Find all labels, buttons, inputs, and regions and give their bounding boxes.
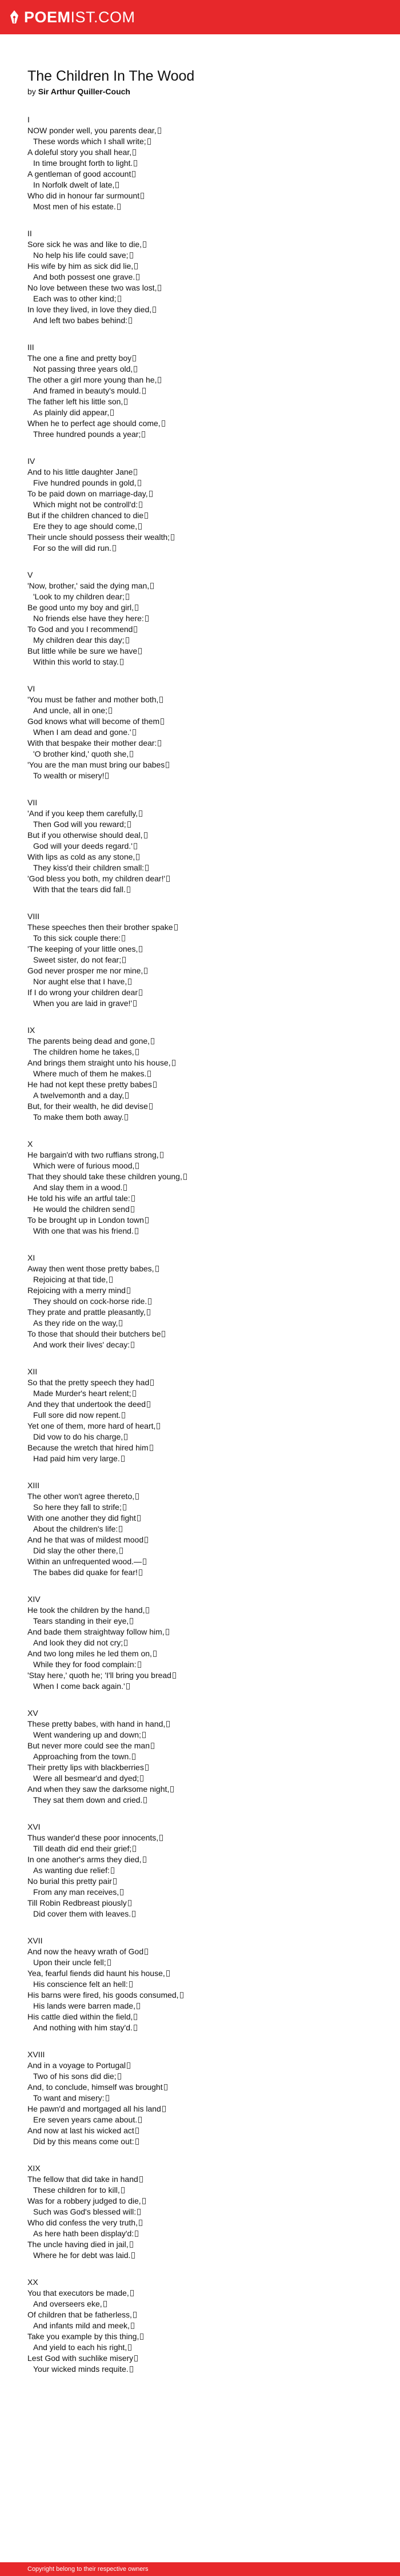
poem-line: 'O brother kind,' quoth she,	[27, 749, 382, 760]
poem-line: When I am dead and gone.'	[27, 727, 382, 738]
poem-line: Approaching from the town.	[27, 1751, 382, 1762]
author-link[interactable]: Sir Arthur Quiller-Couch	[38, 87, 130, 96]
copyright-notice: Copyright belong to their respective owners	[27, 2566, 149, 2573]
logo-text-rest: IST.COM	[70, 9, 135, 26]
poem-line: And yield to each his right,	[27, 2342, 382, 2353]
poem-line: Thus wander'd these poor innocents,	[27, 1832, 382, 1843]
poem-line: Did by this means come out:	[27, 2136, 382, 2147]
poem-line: These children for to kill,	[27, 2185, 382, 2196]
poem-line: Ere seven years came about.	[27, 2114, 382, 2125]
stanza-number: XVI	[27, 1822, 41, 1831]
stanza-number: XII	[27, 1367, 38, 1376]
poem-line: Their pretty lips with blackberries	[27, 1762, 382, 1773]
poem-line: Be good unto my boy and girl,	[27, 602, 382, 613]
poem-line: In Norfolk dwelt of late,	[27, 180, 382, 190]
poem-line: God never prosper me nor mine,	[27, 965, 382, 976]
poem-line: With one another they did fight	[27, 1513, 382, 1524]
stanza	[27, 342, 382, 440]
poem-line: Made Murder's heart relent;	[27, 1388, 382, 1399]
poem-line: The fellow that did take in hand	[27, 2174, 382, 2185]
poem-line: For so the will did run.	[27, 543, 382, 554]
poem-line: And, to conclude, himself was brought	[27, 2082, 382, 2093]
poem-line: To those that should their butchers be	[27, 1329, 382, 1339]
poem-line: Five hundred pounds in gold,	[27, 478, 382, 488]
poem-line: He pawn'd and mortgaged all his land	[27, 2104, 382, 2114]
stanza	[27, 570, 382, 667]
poem-line: No help his life could save;	[27, 250, 382, 261]
poem-line: They sat them down and cried.	[27, 1795, 382, 1806]
poem-line: 'You must be father and mother both,	[27, 694, 382, 705]
stanza-number: XVII	[27, 1936, 43, 1945]
poem-line: With that the tears did fall.	[27, 884, 382, 895]
poem-line: And now the heavy wrath of God	[27, 1946, 382, 1957]
poem-line: Went wandering up and down;	[27, 1730, 382, 1740]
poem-line: When he to perfect age should come,	[27, 418, 382, 429]
poem-line: They should on cock-horse ride.	[27, 1296, 382, 1307]
poem-line: Not passing three years old,	[27, 364, 382, 375]
poem-line: And bade them straightway follow him,	[27, 1627, 382, 1637]
poem-line: And he that was of mildest mood	[27, 1535, 382, 1545]
poem-line: These speeches then their brother spake	[27, 922, 382, 933]
poem-line: But, for their wealth, he did devise	[27, 1101, 382, 1112]
logo-text	[24, 9, 135, 26]
stanza	[27, 456, 382, 554]
poem-line: Till Robin Redbreast piously	[27, 1898, 382, 1909]
poem-line: Away then went those pretty babes,	[27, 1263, 382, 1274]
stanza	[27, 1139, 382, 1237]
poem-line: As wanting due relief:	[27, 1865, 382, 1876]
poem-line: NOW ponder well, you parents dear,	[27, 125, 382, 136]
poem-line: And now at last his wicked act	[27, 2125, 382, 2136]
stanza	[27, 228, 382, 326]
poem-line: God will your deeds regard.'	[27, 841, 382, 852]
poem-line: Of children that be fatherless,	[27, 2309, 382, 2320]
stanza	[27, 911, 382, 1009]
poem-line: The other won't agree thereto,	[27, 1491, 382, 1502]
poem-line: Take you example by this thing,	[27, 2331, 382, 2342]
poem-line: With lips as cold as any stone,	[27, 852, 382, 862]
poem-line: Did vow to do his charge,	[27, 1432, 382, 1442]
stanza-number: VI	[27, 684, 35, 693]
poem-line: Sweet sister, do not fear;	[27, 955, 382, 965]
poem-line: And infants mild and meek,	[27, 2320, 382, 2331]
poem-title: The Children In The Wood	[27, 68, 195, 84]
stanza-number: XX	[27, 2277, 38, 2287]
poem-line: 'God bless you both, my children dear!'	[27, 873, 382, 884]
poem-line: The children home he takes,	[27, 1047, 382, 1058]
poem-line: Rejoicing at that tide,	[27, 1274, 382, 1285]
poem-line: And both possest one grave.	[27, 272, 382, 283]
poem-line: That they should take these children young,	[27, 1171, 382, 1182]
poem-line: With that bespake their mother dear:	[27, 738, 382, 749]
stanza	[27, 1594, 382, 1692]
poem-line: Where much of them he makes.	[27, 1068, 382, 1079]
stanza-number: I	[27, 115, 30, 124]
stanza-number: V	[27, 570, 33, 579]
poem-line: And nothing with him stay'd.	[27, 2022, 382, 2033]
stanza-number: XIX	[27, 2164, 41, 2173]
poem-line: As plainly did appear,	[27, 407, 382, 418]
poem-line: Each was to other kind;	[27, 293, 382, 304]
stanza	[27, 1253, 382, 1350]
poem-line: He told his wife an artful tale:	[27, 1193, 382, 1204]
stanza-number: XIV	[27, 1595, 41, 1604]
poem-line: Were all besmear'd and dyed;	[27, 1773, 382, 1784]
stanza-number: II	[27, 229, 32, 238]
poem-line: The babes did quake for fear!	[27, 1567, 382, 1578]
poem-line: Which might not be controll'd:	[27, 499, 382, 510]
poem-line: And look they did not cry;	[27, 1637, 382, 1648]
poem-line: Who did in honour far surmount	[27, 190, 382, 201]
poem-line: No friends else have they here:	[27, 613, 382, 624]
poem-line: These pretty babes, with hand in hand,	[27, 1719, 382, 1730]
poem-line: To want and misery:	[27, 2093, 382, 2104]
poem-line: No love between these two was lost,	[27, 283, 382, 293]
poem-line: But if the children chanced to die	[27, 510, 382, 521]
poem-line: Upon their uncle fell;	[27, 1957, 382, 1968]
poem-line: His lands were barren made,	[27, 2001, 382, 2011]
poem-line: As they ride on the way,	[27, 1318, 382, 1329]
poem-line: Two of his sons did die;	[27, 2071, 382, 2082]
poem-line: You that executors be made,	[27, 2288, 382, 2299]
poem-line: When you are laid in grave!'	[27, 998, 382, 1009]
poem-line: His barns were fired, his goods consumed,	[27, 1990, 382, 2001]
poem-line: And to his little daughter Jane	[27, 467, 382, 478]
poem-line: In time brought forth to light.	[27, 158, 382, 169]
poem-line: Tears standing in their eye,	[27, 1616, 382, 1627]
poem-content	[27, 67, 382, 2391]
stanza	[27, 1480, 382, 1578]
poem-line: Most men of his estate.	[27, 201, 382, 212]
stanza	[27, 1935, 382, 2033]
poem-line: Three hundred pounds a year;	[27, 429, 382, 440]
poem-line: 'And if you keep them carefully,	[27, 808, 382, 819]
poem-line: He had not kept these pretty babes	[27, 1079, 382, 1090]
stanza	[27, 1822, 382, 1919]
poem-line: Within an unfrequented wood.—	[27, 1556, 382, 1567]
poem-line: And when they saw the darksome night,	[27, 1784, 382, 1795]
stanza-number: X	[27, 1139, 33, 1148]
stanza-number: XVIII	[27, 2050, 45, 2059]
byline	[27, 86, 382, 97]
poem-line: Did cover them with leaves.	[27, 1909, 382, 1919]
poem-line: No burial this pretty pair	[27, 1876, 382, 1887]
poem-line: Within this world to stay.	[27, 657, 382, 667]
poem-line: His conscience felt an hell:	[27, 1979, 382, 1990]
poem-line: 'Stay here,' quoth he; 'I'll bring you bread	[27, 1670, 382, 1681]
stanza-number: XI	[27, 1253, 35, 1262]
poem-line: From any man receives,	[27, 1887, 382, 1898]
poem-line: Such was God's blessed will:	[27, 2207, 382, 2217]
poem-line: And slay them in a wood.	[27, 1182, 382, 1193]
poem-line: To God and you I recommend	[27, 624, 382, 635]
stanza	[27, 2277, 382, 2375]
poem-line: Then God will you reward;	[27, 819, 382, 830]
poem-line: Yet one of them, more hard of heart,	[27, 1421, 382, 1432]
poem-line: So that the pretty speech they had	[27, 1377, 382, 1388]
stanza-number: IX	[27, 1025, 35, 1035]
poem-line: In one another's arms they died,	[27, 1854, 382, 1865]
poem-line: And they that undertook the deed	[27, 1399, 382, 1410]
poem-line: But little while be sure we have	[27, 646, 382, 657]
poem-line: Who did confess the very truth,	[27, 2217, 382, 2228]
poem-line: His wife by him as sick did lie,	[27, 261, 382, 272]
poem-line: And brings them straight unto his house,	[27, 1058, 382, 1068]
poem-line: 'Now, brother,' said the dying man,	[27, 581, 382, 591]
poem-line: Where he for debt was laid.	[27, 2250, 382, 2261]
stanza	[27, 2163, 382, 2261]
poem-line: Full sore did now repent.	[27, 1410, 382, 1421]
poem-line: Which were of furious mood,	[27, 1160, 382, 1171]
poem-line: My children dear this day;	[27, 635, 382, 646]
poem-line: And framed in beauty's mould.	[27, 385, 382, 396]
poem-line: A twelvemonth and a day,	[27, 1090, 382, 1101]
poem-line: Rejoicing with a merry mind	[27, 1285, 382, 1296]
poem-line: And in a voyage to Portugal	[27, 2060, 382, 2071]
stanza-number: XV	[27, 1708, 38, 1718]
poem-line: Did slay the other there,	[27, 1545, 382, 1556]
poem-line: And left two babes behind:	[27, 315, 382, 326]
poem-line: And work their lives' decay:	[27, 1339, 382, 1350]
poem-line: The uncle having died in jail,	[27, 2239, 382, 2250]
poem-line: 'Look to my children dear;	[27, 591, 382, 602]
poem-line: Lest God with suchlike misery	[27, 2353, 382, 2364]
stanza-number: XIII	[27, 1481, 40, 1490]
poem-line: And overseers eke,	[27, 2299, 382, 2309]
poem-line: So here they fall to strife;	[27, 1502, 382, 1513]
logo-text-bold: POEM	[24, 9, 71, 26]
poem-line: If I do wrong your children dear	[27, 987, 382, 998]
poem-line: The father left his little son,	[27, 396, 382, 407]
poem-line: With one that was his friend.	[27, 1226, 382, 1237]
poemist-logo[interactable]	[9, 9, 135, 26]
byline-prefix: by	[27, 87, 36, 96]
poem-line: Your wicked minds requite.	[27, 2364, 382, 2375]
poem-line: Ere they to age should come,	[27, 521, 382, 532]
stanza	[27, 1025, 382, 1123]
poem-line: The one a fine and pretty boy	[27, 353, 382, 364]
stanza	[27, 2049, 382, 2147]
poem-line: To make them both away.	[27, 1112, 382, 1123]
stanza	[27, 797, 382, 895]
poem-line: In love they lived, in love they died,	[27, 304, 382, 315]
poem-line: He bargain'd with two ruffians strong,	[27, 1150, 382, 1160]
poem-line: His cattle died within the field,	[27, 2011, 382, 2022]
poem-line: Yea, fearful fiends did haunt his house,	[27, 1968, 382, 1979]
poem-line: To this sick couple there:	[27, 933, 382, 944]
stanza-number: IV	[27, 456, 35, 466]
stanza	[27, 683, 382, 781]
poem-line: When I come back again.'	[27, 1681, 382, 1692]
stanza-number: VIII	[27, 912, 40, 921]
poem-line: And two long miles he led them on,	[27, 1648, 382, 1659]
poem-line: A doleful story you shall hear,	[27, 147, 382, 158]
top-bar	[0, 0, 400, 34]
poem-body	[27, 114, 382, 2375]
poem-line: Till death did end their grief;	[27, 1843, 382, 1854]
poem-line: To wealth or misery!	[27, 770, 382, 781]
poem-line: To be brought up in London town	[27, 1215, 382, 1226]
poem-line: He took the children by the hand,	[27, 1605, 382, 1616]
stanza-number: VII	[27, 798, 38, 807]
poem-line: About the children's life:	[27, 1524, 382, 1535]
pen-nib-icon	[9, 10, 19, 26]
poem-line: The other a girl more young than he,	[27, 375, 382, 385]
poem-line: Was for a robbery judged to die,	[27, 2196, 382, 2207]
poem-line: To be paid down on marriage-day,	[27, 488, 382, 499]
poem-line: They prate and prattle pleasantly,	[27, 1307, 382, 1318]
stanza-number: III	[27, 343, 34, 352]
poem-line: Their uncle should possess their wealth;	[27, 532, 382, 543]
poem-line: 'The keeping of your little ones,	[27, 944, 382, 955]
stanza	[27, 1366, 382, 1464]
poem-line: A gentleman of good account	[27, 169, 382, 180]
stanza	[27, 1708, 382, 1806]
stanza	[27, 114, 382, 212]
poem-line: But never more could see the man	[27, 1740, 382, 1751]
poem-line: These words which I shall write;	[27, 136, 382, 147]
poem-line: Sore sick he was and like to die,	[27, 239, 382, 250]
poem-line: Because the wretch that hired him	[27, 1442, 382, 1453]
poem-line: Had paid him very large.	[27, 1453, 382, 1464]
poem-line: The parents being dead and gone,	[27, 1036, 382, 1047]
poem-line: And uncle, all in one;	[27, 705, 382, 716]
poem-line: He would the children send	[27, 1204, 382, 1215]
poem-line: God knows what will become of them	[27, 716, 382, 727]
poem-line: Nor aught else that I have,	[27, 976, 382, 987]
poem-line: 'You are the man must bring our babes	[27, 760, 382, 770]
poem-line: While they for food complain:	[27, 1659, 382, 1670]
poem-line: As here hath been display'd:	[27, 2228, 382, 2239]
poem-line: But if you otherwise should deal,	[27, 830, 382, 841]
poem-line: They kiss'd their children small:	[27, 862, 382, 873]
footer-bar	[0, 2562, 400, 2576]
